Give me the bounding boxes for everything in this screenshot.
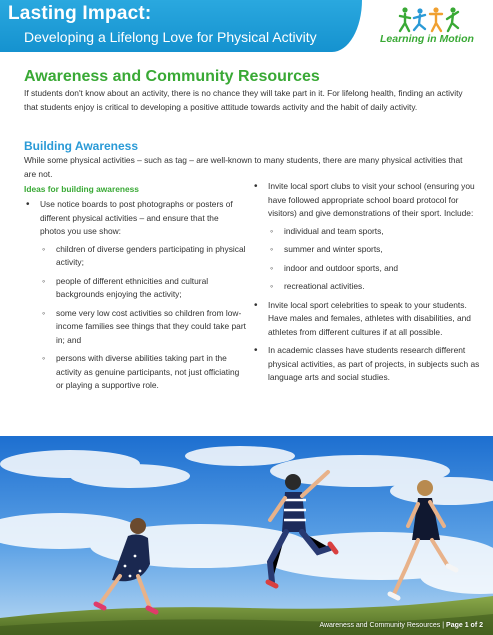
document-title: Lasting Impact: bbox=[8, 3, 152, 24]
page-footer bbox=[319, 622, 483, 629]
learning-in-motion-logo bbox=[380, 6, 480, 48]
list-item: • In academic classes have students research different physical activities, as part of projects, in subjects such as language arts and social studies. bbox=[252, 344, 484, 385]
right-column bbox=[252, 180, 484, 390]
list-item: ◦ children of diverse genders participating in physical activity; bbox=[40, 243, 246, 270]
list-item: ◦ some very low cost activities so children from low-income families see things that they could take part in; and bbox=[40, 307, 246, 348]
list-item: ◦ persons with diverse abilities taking part in the activity as genuine participants, not just officiating or playing a supportive role. bbox=[40, 352, 246, 393]
list-item bbox=[24, 198, 246, 393]
list-item: ◦ recreational activities. bbox=[268, 280, 484, 294]
section-intro: If students don't know about an activity, there is no chance they will take part in it. For lifelong health, finding an activity that students enjoy is critical to developing a positive attitude towards activity and the habit of daily activity. bbox=[24, 88, 463, 112]
subsection-title: Building Awareness bbox=[24, 139, 139, 153]
left-column bbox=[24, 198, 246, 398]
ideas-heading: Ideas for building awareness bbox=[24, 184, 139, 194]
list-item: ◦ indoor and outdoor sports, and bbox=[268, 262, 484, 276]
subsection-intro: While some physical activities – such as tag – are well-known to many students, there are many physical activities that are not. bbox=[24, 155, 463, 179]
logo-text: Learning in Motion bbox=[380, 33, 474, 45]
section-title: Awareness and Community Resources bbox=[24, 68, 320, 85]
document-subtitle: Developing a Lifelong Love for Physical Activity bbox=[24, 29, 317, 45]
list-item bbox=[252, 180, 484, 294]
list-item: • Invite local sport celebrities to speak to your students. Have males and females, athletes with disabilities, and athletes from different cultures if at all possible. bbox=[252, 299, 484, 340]
list-item: ◦ people of different ethnicities and cultural backgrounds enjoying the activity; bbox=[40, 275, 246, 302]
list-item: ◦ individual and team sports, bbox=[268, 225, 484, 239]
list-item-text: Use notice boards to post photographs or posters of different physical activities – and ensure that the photos you use show: bbox=[40, 199, 233, 236]
footer-doc-title: Awareness and Community Resources bbox=[319, 622, 441, 629]
footer-separator: | bbox=[440, 622, 447, 629]
children-running-photo bbox=[0, 436, 493, 635]
header bbox=[0, 0, 493, 52]
header-band bbox=[0, 0, 362, 52]
footer-page-number: Page 1 of 2 bbox=[446, 622, 483, 629]
photo-illustration bbox=[0, 436, 493, 635]
running-figures-icon bbox=[398, 6, 468, 34]
list-item-text: Invite local sport clubs to visit your school (ensuring you have followed appropriate school board protocol for visitors) and give demonstrations of their sport. Include: bbox=[268, 181, 475, 218]
list-item: ◦ summer and winter sports, bbox=[268, 243, 484, 257]
